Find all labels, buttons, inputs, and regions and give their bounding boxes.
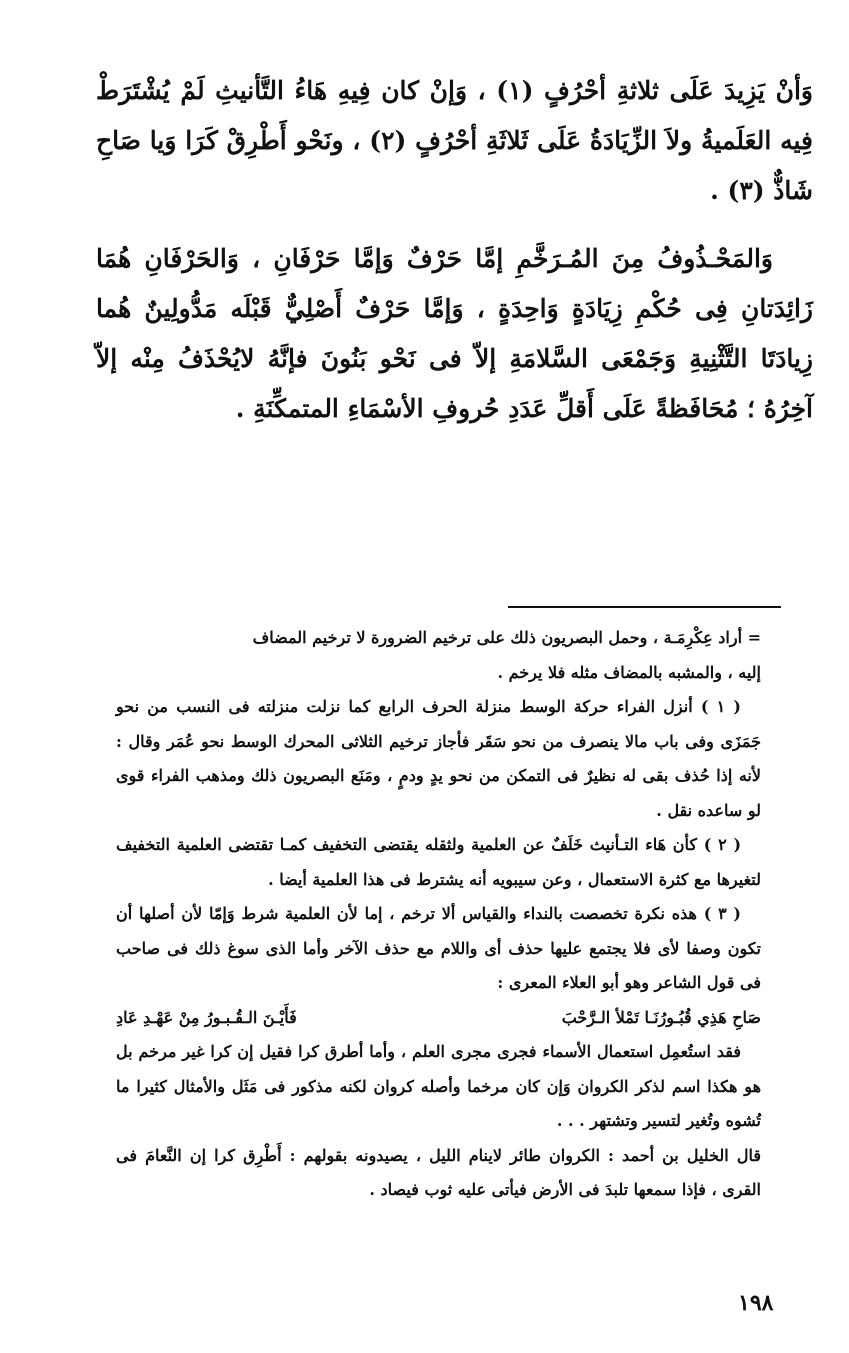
footnote-1: ( ١ ) أنزل الفراء حركة الوسط منزلة الحرف الرابع كما نزلت منزلته فى النسب من نحو جَمَزَى وفى باب مالا ينصرف من نحو سَقَر فأجاز ترخيم الثلاثى المحرك الوسط نحو عُمَر وقال : لأنه إذا حُذف بقى له نظيرٌ فى التمكن من نحو يدٍ ودمٍ ، ومَنَع البصريون ذلك ومذهب الفراء قوى لو ساعده نقل .: [116, 697, 761, 820]
page-number: ١٩٨: [738, 1290, 774, 1316]
footnotes: [116, 621, 761, 1208]
footnote-continuation-line-2: إليه ، والمشبه بالمضاف مثله فلا يرخم .: [497, 662, 761, 682]
footnote-3-khalil-quote: قال الخليل بن أحمد : الكروان طائر لاينام الليل ، يصيدونه بقولهم : أَطْرِق كرا إن النَّعامَ فى القرى ، فإذا سمعها تلبدَ فى الأرض فيأتى عليه ثوب فيصاد .: [116, 1145, 761, 1199]
main-text: [96, 66, 813, 434]
verse-second-hemistich: فَأَيْـنَ الـقُـبـورُ مِنْ عَهْـدِ عَادِ: [116, 1007, 297, 1027]
footnote-continuation-line-1: = أراد عِكْرِمَـة ، وحمل البصريون ذلك على ترخيم الضرورة لا ترخيم المضاف: [252, 628, 761, 647]
footnote-3: ( ٣ ) هذه نكرة تخصصت بالنداء والقياس ألا ترخم ، إما لأن العلمية شرط وَإمّا لأن أصلها أن تكون وصفا لأى فلا يجتمع عليها حذف أى واللام مع حذف الآخر وأما الذى سوغ ذلك فى صاحب فى قول الشاعر وهو أبو العلاء المعرى :: [116, 904, 762, 992]
main-paragraph-2: وَالمَحْـذُوفُ مِنَ المُـرَخَّمِ إمَّا حَرْفٌ وَإمَّا حَرْفَانِ ، وَالحَرْفَانِ هُمَا زَائِدَتانِ فِى حُكْمِ زِيَادَةٍ وَاحِدَةٍ ، وَإمَّا حَرْفٌ أَصْلِيٌّ قَبْلَه مَدُّولِينٌ هُما زِيادَتَا التَّثْنِيةِ وَجَمْعَى السَّلامَةِ إلاّ فى نَحْو بَنُونَ فإنَّهُ لايُحْذَفُ مِنْه إلاّ آخِرُهُ ؛ مُحَافَظةً عَلَى أَقلِّ عَدَدِ حُروفِ الأسْمَاءِ المتمكِّنَةِ .: [96, 244, 813, 423]
main-paragraph-1: وَأنْ يَزِيدَ عَلَى ثلاثةِ أحْرُفٍ (١) ، وَإنْ كان فِيهِ هَاءُ التَّأنيثِ لَمْ يُشْتَرَطْ فِيه العَلَميةُ ولاَ الزِّيَادَةُ عَلَى ثَلاثَةِ أحْرُفٍ (٢) ، ونَحْو أَطْرِقْ كَرَا وَيا صَاحِ شَاذٌّ (٣) .: [96, 76, 813, 205]
footnote-separator: [508, 606, 781, 608]
footnote-3-continuation: فقد استُعمِل استعمال الأسماء فجرى مجرى العلم ، وأما أطرق كرا فقيل إن كرا غير مرخم بل هو هكذا اسم لذكر الكروان وَإن كان مرخما وأصله كروان لكنه مذكور فى مَثَل والأمثال كثيرا ما تُشوه وتُغير لتسير وتشتهر . . .: [116, 1042, 761, 1130]
poetry-verse: [116, 1001, 761, 1036]
footnote-2: ( ٢ ) كأن هَاء التـأنيث خَلَفٌ عن العلمية ولثقله يقتضى التخفيف كمـا تقتضى العلمية التخفيف لتغيرها مع كثرة الاستعمال ، وعن سيبويه أنه يشترط فى هذا العلمية أيضا .: [116, 835, 761, 889]
verse-first-hemistich: صَاحِ هَذِي قُبُـورُنَـا تَمْلأ الـرَّحْبَ: [561, 1007, 761, 1027]
